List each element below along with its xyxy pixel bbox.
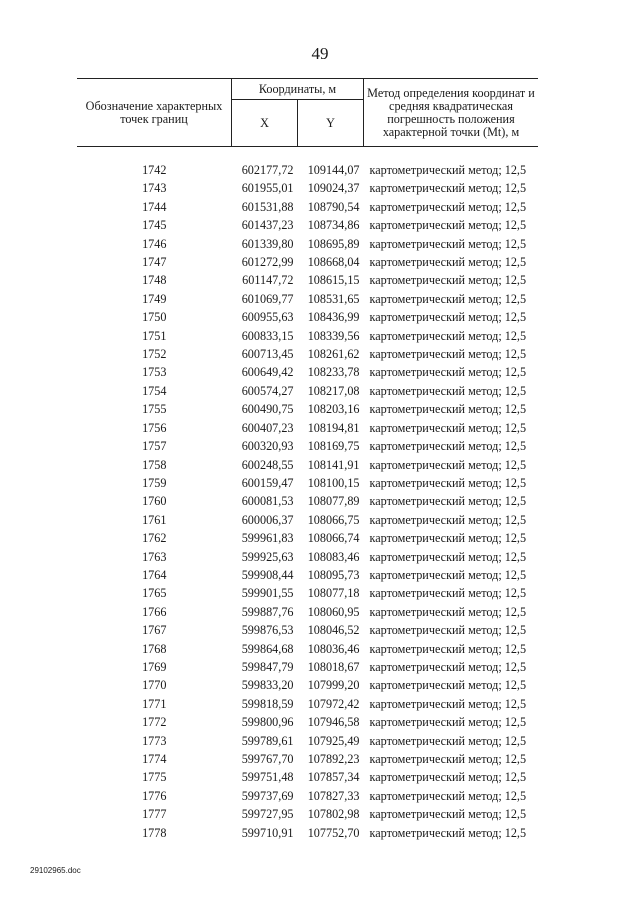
y-coordinate-cell: 108436,99: [307, 310, 360, 325]
x-coordinate-cell: 599864,68: [241, 641, 294, 656]
y-coordinate-cell: 108668,04: [307, 255, 360, 270]
x-coordinate-cell: 600248,55: [241, 457, 294, 472]
method-cell: картометрический метод; 12,5: [369, 494, 527, 509]
method-cell: картометрический метод; 12,5: [369, 347, 527, 362]
x-coordinate-cell: 599737,69: [241, 788, 294, 803]
table-row: [77, 603, 538, 621]
point-name-cell: 1769: [142, 659, 167, 674]
coordinates-table: [77, 78, 538, 842]
method-cell: картометрический метод; 12,5: [369, 383, 527, 398]
x-coordinate-cell: 599710,91: [241, 825, 294, 840]
x-coordinate-cell: 600955,63: [241, 310, 294, 325]
x-coordinate-cell: 600833,15: [241, 328, 294, 343]
point-name-cell: 1761: [142, 512, 167, 527]
table-row: [77, 732, 538, 750]
x-coordinate-cell: 600713,45: [241, 347, 294, 362]
y-coordinate-cell: 108695,89: [307, 236, 360, 251]
point-name-cell: 1762: [142, 531, 167, 546]
point-name-cell: 1774: [142, 752, 167, 766]
table-row: [77, 271, 538, 289]
method-cell: картометрический метод; 12,5: [369, 807, 527, 822]
y-coordinate-cell: 108046,52: [307, 623, 360, 638]
x-coordinate-cell: 601069,77: [241, 291, 294, 306]
x-coordinate-cell: 600407,23: [241, 420, 294, 435]
y-coordinate-cell: 108141,91: [307, 457, 360, 472]
method-cell: картометрический метод; 12,5: [369, 291, 527, 306]
method-cell: картометрический метод; 12,5: [369, 199, 527, 214]
point-name-cell: 1752: [142, 347, 167, 362]
x-coordinate-cell: 599727,95: [241, 807, 294, 822]
method-cell: картометрический метод; 12,5: [369, 236, 527, 251]
table-row: [77, 676, 538, 694]
x-coordinate-cell: 601339,80: [241, 236, 294, 251]
x-coordinate-cell: 600320,93: [241, 439, 294, 454]
y-coordinate-cell: 108083,46: [307, 549, 360, 564]
x-coordinate-cell: 599833,20: [241, 678, 294, 693]
table-row: [77, 658, 538, 676]
method-cell: картометрический метод; 12,5: [369, 586, 527, 601]
table-row: [77, 824, 538, 842]
table-row: [77, 216, 538, 234]
point-name-cell: 1749: [142, 291, 167, 306]
table-row: [77, 179, 538, 197]
y-coordinate-cell: 108169,75: [307, 439, 360, 454]
method-cell: картометрический метод; 12,5: [369, 255, 527, 270]
y-coordinate-cell: 108217,08: [307, 383, 360, 398]
point-name-cell: 1758: [142, 457, 167, 472]
table-row: [77, 805, 538, 823]
table-row: [77, 327, 538, 345]
method-cell: картометрический метод; 12,5: [369, 365, 527, 380]
point-name-cell: 1764: [142, 567, 167, 582]
point-name-cell: 1763: [142, 549, 167, 564]
y-coordinate-cell: 108077,89: [307, 494, 360, 509]
point-name-cell: 1743: [142, 181, 167, 196]
method-cell: картометрический метод; 12,5: [369, 770, 527, 785]
x-coordinate-cell: 600159,47: [241, 475, 294, 490]
method-cell: картометрический метод; 12,5: [369, 788, 527, 803]
x-coordinate-cell: 599751,48: [241, 770, 294, 785]
method-cell: картометрический метод; 12,5: [369, 623, 527, 638]
point-name-cell: 1750: [142, 310, 167, 325]
y-coordinate-cell: 108531,65: [307, 291, 360, 306]
y-coordinate-cell: 108066,74: [307, 531, 360, 546]
y-coordinate-cell: 108615,15: [307, 273, 360, 288]
method-cell: картометрический метод; 12,5: [369, 678, 527, 693]
method-cell: картометрический метод; 12,5: [369, 420, 527, 435]
method-cell: картометрический метод; 12,5: [369, 641, 527, 656]
table-row: [77, 253, 538, 271]
method-cell: картометрический метод; 12,5: [369, 715, 527, 730]
table-row: [77, 640, 538, 658]
y-coordinate-cell: 108233,78: [307, 365, 360, 380]
table-row: [77, 511, 538, 529]
y-coordinate-cell: 107925,49: [307, 733, 360, 748]
table-row: [77, 456, 538, 474]
x-coordinate-cell: 599800,96: [241, 715, 294, 730]
point-name-cell: 1744: [142, 199, 167, 214]
table-row: [77, 566, 538, 584]
point-name-cell: 1757: [142, 439, 167, 454]
x-coordinate-cell: 600006,37: [241, 512, 294, 527]
point-name-cell: 1753: [142, 365, 167, 380]
y-coordinate-cell: 108060,95: [307, 604, 360, 619]
y-coordinate-cell: 108077,18: [307, 586, 360, 601]
header-x: X: [232, 100, 298, 147]
method-cell: картометрический метод; 12,5: [369, 604, 527, 619]
x-coordinate-cell: 602177,72: [241, 163, 294, 177]
table-row: [77, 161, 538, 179]
y-coordinate-cell: 107972,42: [307, 696, 360, 711]
point-name-cell: 1745: [142, 218, 167, 233]
x-coordinate-cell: 601437,23: [241, 218, 294, 233]
point-name-cell: 1765: [142, 586, 167, 601]
point-name-cell: 1754: [142, 383, 167, 398]
point-name-cell: 1778: [142, 825, 167, 840]
table-row: [77, 768, 538, 786]
document-id: 29102965.doc: [30, 866, 81, 875]
x-coordinate-cell: 600081,53: [241, 494, 294, 509]
method-cell: картометрический метод; 12,5: [369, 733, 527, 748]
method-cell: картометрический метод; 12,5: [369, 659, 527, 674]
y-coordinate-cell: 108100,15: [307, 475, 360, 490]
point-name-cell: 1771: [142, 696, 167, 711]
table-row: [77, 345, 538, 363]
y-coordinate-cell: 107946,58: [307, 715, 360, 730]
point-name-cell: 1747: [142, 255, 167, 270]
table-row: [77, 308, 538, 326]
y-coordinate-cell: 107999,20: [307, 678, 360, 693]
table-row: [77, 750, 538, 768]
y-coordinate-cell: 107857,34: [307, 770, 360, 785]
y-coordinate-cell: 107892,23: [307, 752, 360, 766]
y-coordinate-cell: 108066,75: [307, 512, 360, 527]
x-coordinate-cell: 599876,53: [241, 623, 294, 638]
method-cell: картометрический метод; 12,5: [369, 181, 527, 196]
point-name-cell: 1766: [142, 604, 167, 619]
point-name-cell: 1746: [142, 236, 167, 251]
x-coordinate-cell: 599925,63: [241, 549, 294, 564]
point-name-cell: 1773: [142, 733, 167, 748]
header-method: Метод определения координат и средняя квадратическая погрешность положения характерной точки (Mt), м: [364, 79, 539, 147]
page-number: 49: [311, 44, 329, 63]
header-y: Y: [298, 100, 364, 147]
table-row: [77, 382, 538, 400]
y-coordinate-cell: 107752,70: [307, 825, 360, 840]
table-row: [77, 621, 538, 639]
x-coordinate-cell: 600574,27: [241, 383, 294, 398]
method-cell: картометрический метод; 12,5: [369, 531, 527, 546]
table-row: [77, 713, 538, 731]
table-header: [77, 79, 538, 147]
x-coordinate-cell: 601147,72: [242, 273, 294, 288]
x-coordinate-cell: 599847,79: [241, 659, 294, 674]
point-name-cell: 1772: [142, 715, 167, 730]
method-cell: картометрический метод; 12,5: [369, 475, 527, 490]
x-coordinate-cell: 600490,75: [241, 402, 294, 417]
x-coordinate-cell: 599789,61: [241, 733, 294, 748]
method-cell: картометрический метод; 12,5: [369, 163, 527, 177]
point-name-cell: 1755: [142, 402, 167, 417]
table-row: [77, 419, 538, 437]
y-coordinate-cell: 109024,37: [307, 181, 360, 196]
x-coordinate-cell: 599901,55: [241, 586, 294, 601]
x-coordinate-cell: 600649,42: [241, 365, 294, 380]
x-coordinate-cell: 599818,59: [241, 696, 294, 711]
header-coordinates: Координаты, м: [232, 79, 364, 100]
table-row: [77, 363, 538, 381]
method-cell: картометрический метод; 12,5: [369, 549, 527, 564]
point-name-cell: 1777: [142, 807, 167, 822]
method-cell: картометрический метод; 12,5: [369, 273, 527, 288]
table-row: [77, 695, 538, 713]
table-row: [77, 400, 538, 418]
method-cell: картометрический метод; 12,5: [369, 512, 527, 527]
y-coordinate-cell: 108036,46: [307, 641, 360, 656]
method-cell: картометрический метод; 12,5: [369, 439, 527, 454]
point-name-cell: 1768: [142, 641, 167, 656]
point-name-cell: 1767: [142, 623, 167, 638]
method-cell: картометрический метод; 12,5: [369, 402, 527, 417]
y-coordinate-cell: 108194,81: [307, 420, 360, 435]
table-row: [77, 548, 538, 566]
y-coordinate-cell: 108261,62: [307, 347, 360, 362]
table-body: [77, 161, 538, 842]
header-point-name: Обозначение характерных точек границ: [77, 79, 232, 147]
y-coordinate-cell: 107827,33: [307, 788, 360, 803]
method-cell: картометрический метод; 12,5: [369, 328, 527, 343]
x-coordinate-cell: 599767,70: [241, 752, 294, 766]
table-row: [77, 437, 538, 455]
method-cell: картометрический метод; 12,5: [369, 825, 527, 840]
point-name-cell: 1751: [142, 328, 167, 343]
y-coordinate-cell: 108203,16: [307, 402, 360, 417]
y-coordinate-cell: 108018,67: [307, 659, 360, 674]
table-row: [77, 290, 538, 308]
y-coordinate-cell: 108734,86: [307, 218, 360, 233]
method-cell: картометрический метод; 12,5: [369, 310, 527, 325]
table-row: [77, 492, 538, 510]
point-name-cell: 1756: [142, 420, 167, 435]
method-cell: картометрический метод; 12,5: [369, 752, 527, 766]
x-coordinate-cell: 601531,88: [241, 199, 294, 214]
x-coordinate-cell: 599961,83: [241, 531, 294, 546]
y-coordinate-cell: 108095,73: [307, 567, 360, 582]
point-name-cell: 1770: [142, 678, 167, 693]
y-coordinate-cell: 108339,56: [307, 328, 360, 343]
x-coordinate-cell: 601955,01: [241, 181, 294, 196]
x-coordinate-cell: 601272,99: [241, 255, 294, 270]
y-coordinate-cell: 109144,07: [307, 163, 360, 177]
table-row: [77, 198, 538, 216]
point-name-cell: 1742: [142, 163, 167, 177]
x-coordinate-cell: 599908,44: [241, 567, 294, 582]
table-row: [77, 584, 538, 602]
point-name-cell: 1776: [142, 788, 167, 803]
method-cell: картометрический метод; 12,5: [369, 457, 527, 472]
y-coordinate-cell: 108790,54: [307, 199, 360, 214]
table-row: [77, 235, 538, 253]
method-cell: картометрический метод; 12,5: [369, 567, 527, 582]
point-name-cell: 1760: [142, 494, 167, 509]
method-cell: картометрический метод; 12,5: [369, 696, 527, 711]
point-name-cell: 1759: [142, 475, 167, 490]
point-name-cell: 1748: [142, 273, 167, 288]
method-cell: картометрический метод; 12,5: [369, 218, 527, 233]
point-name-cell: 1775: [142, 770, 167, 785]
x-coordinate-cell: 599887,76: [241, 604, 294, 619]
table-row: [77, 529, 538, 547]
table-row: [77, 474, 538, 492]
table-row: [77, 787, 538, 805]
y-coordinate-cell: 107802,98: [307, 807, 360, 822]
